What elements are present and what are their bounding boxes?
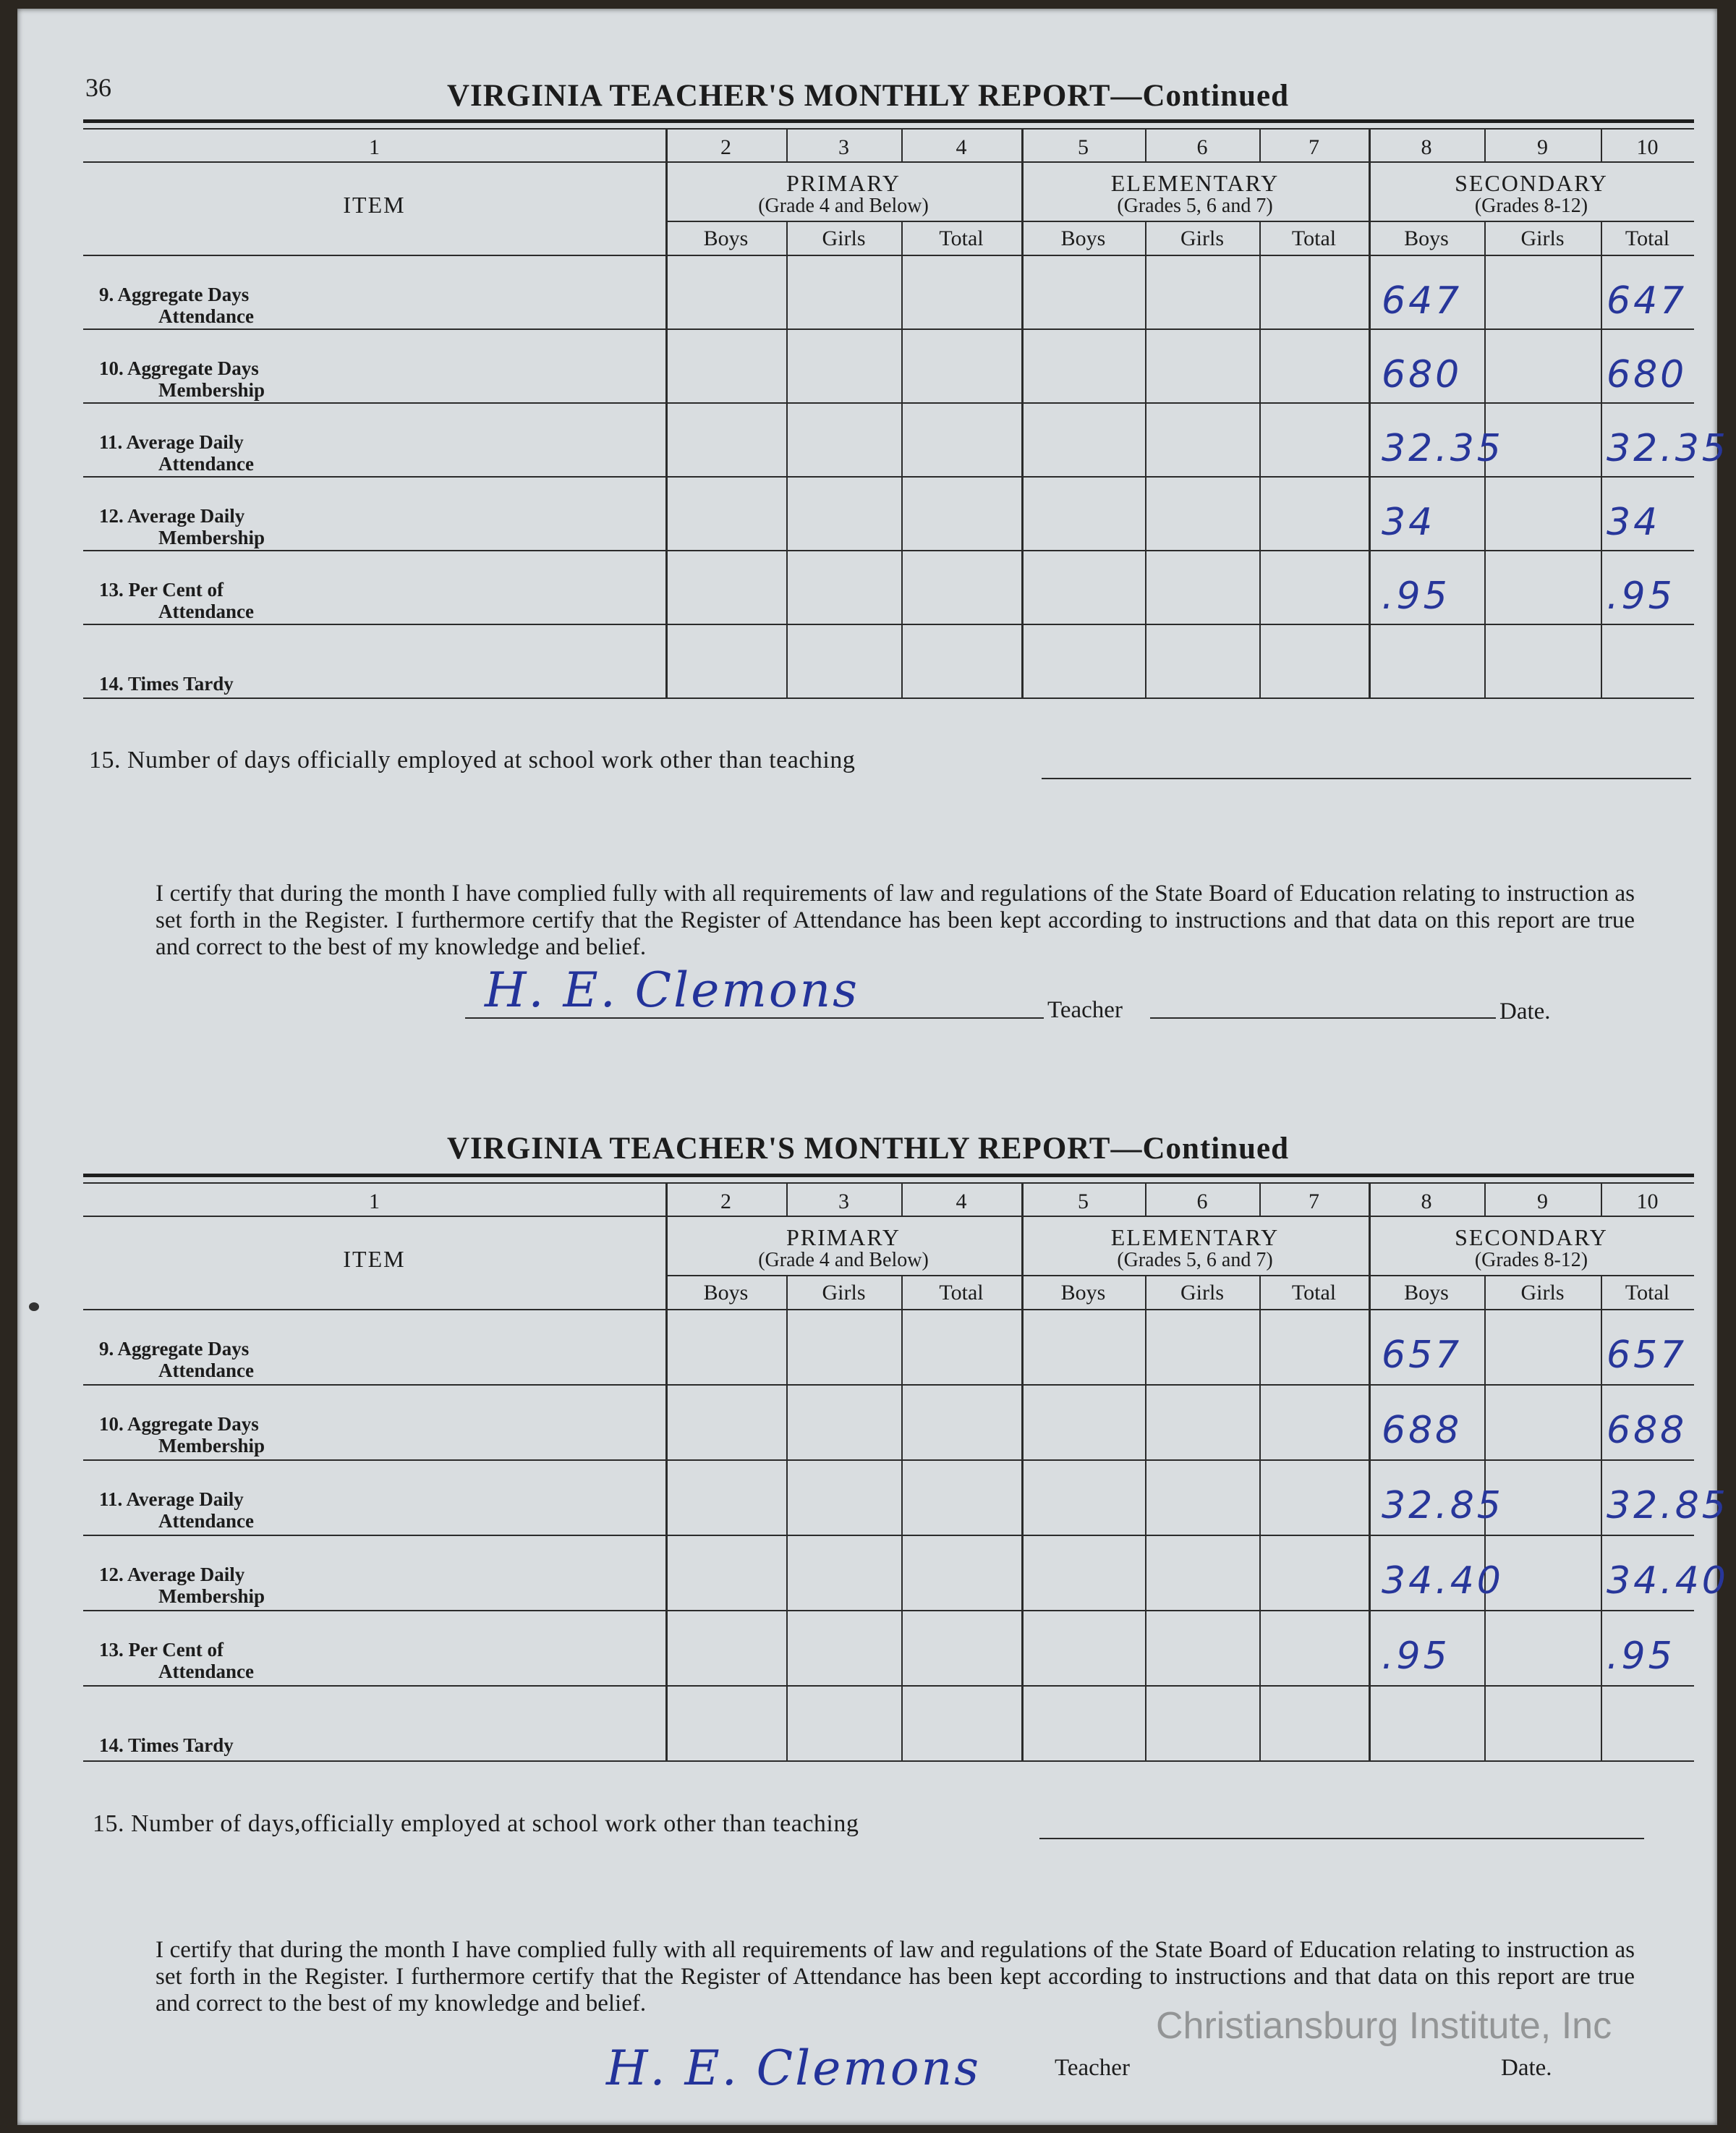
column-rule	[901, 221, 903, 697]
row-rule	[83, 1760, 1694, 1762]
row-label-line2: Attendance	[158, 1510, 254, 1532]
column-number-rule	[83, 1216, 1694, 1217]
column-number: 8	[1421, 1190, 1432, 1213]
row-label-line1: 12. Average Daily	[99, 505, 245, 527]
report-title: VIRGINIA TEACHER'S MONTHLY REPORT—Continued	[446, 79, 1290, 113]
teacher-signature: H. E. Clemons	[606, 2040, 982, 2096]
signature-line	[465, 1017, 1044, 1019]
report-title: VIRGINIA TEACHER'S MONTHLY REPORT—Continued	[446, 1132, 1290, 1166]
report-table	[83, 1174, 1729, 1768]
secondary-boys-value: 32.35	[1382, 427, 1504, 470]
column-number: 4	[956, 135, 967, 159]
row-rule	[83, 328, 1694, 330]
table-top-rule-inner	[83, 128, 1694, 130]
secondary-total-value: 647	[1607, 279, 1688, 323]
column-number: 10	[1636, 1190, 1659, 1213]
row-label	[99, 673, 234, 695]
group-name: ELEMENTARY	[1110, 1224, 1280, 1250]
secondary-total-value: 657	[1607, 1333, 1688, 1377]
sub-column-header: Boys	[1404, 226, 1449, 250]
row-label	[99, 284, 254, 327]
row-label-line1: 10. Aggregate Days	[99, 1413, 259, 1435]
row-label-line1: 13. Per Cent of	[99, 1639, 224, 1661]
certification-text: I certify that during the month I have complied fully with all requirements of law and regulations of the State Board of Education relating to instruction as set forth in the Register. I furthermore certify that the Register of Attendance has been kept according to instructions and that data on this report are true and correct to the best of my knowledge and belief.	[156, 1937, 1635, 2017]
group-header-secondary	[1369, 1226, 1694, 1272]
group-name: PRIMARY	[786, 1224, 901, 1250]
date-label: Date.	[1499, 998, 1551, 1025]
column-number: 4	[956, 1190, 967, 1213]
sub-column-header: Girls	[1520, 226, 1565, 250]
column-rule	[1259, 1275, 1261, 1760]
sub-column-header: Total	[939, 226, 984, 250]
row-label	[99, 1488, 254, 1532]
column-number: 6	[1196, 135, 1208, 159]
sub-column-header: Total	[1625, 226, 1670, 250]
column-rule	[1601, 221, 1602, 697]
row-label	[99, 357, 265, 401]
row-rule	[83, 1610, 1694, 1611]
secondary-boys-value: 657	[1382, 1333, 1463, 1377]
column-number: 5	[1078, 135, 1089, 159]
secondary-boys-value: 688	[1382, 1409, 1463, 1452]
column-number: 2	[720, 1190, 731, 1213]
item-15-label: 15. Number of days,officially employed at school work other than teaching	[93, 1810, 859, 1837]
secondary-total-value: 32.85	[1607, 1484, 1729, 1527]
row-label-line1: 11. Average Daily	[99, 431, 244, 453]
row-label-line1: 9. Aggregate Days	[99, 1338, 250, 1360]
secondary-total-value: .95	[1607, 574, 1675, 618]
row-label	[99, 1338, 254, 1381]
column-number: 7	[1309, 135, 1319, 159]
group-name: PRIMARY	[786, 170, 901, 196]
row-label-line2: Membership	[158, 527, 265, 548]
secondary-total-value: 34	[1607, 501, 1661, 544]
item-header: ITEM	[343, 192, 406, 218]
table-top-rule	[83, 1174, 1694, 1177]
group-subtitle: (Grades 8-12)	[1474, 195, 1588, 217]
sub-column-header: Boys	[703, 1281, 749, 1305]
secondary-boys-value: 647	[1382, 279, 1463, 323]
teacher-signature: H. E. Clemons	[485, 962, 860, 1018]
group-subtitle: (Grades 5, 6 and 7)	[1117, 1249, 1273, 1271]
watermark: Christiansburg Institute, Inc	[1156, 2005, 1612, 2047]
page-number: 36	[85, 73, 111, 102]
column-number: 8	[1421, 135, 1432, 159]
row-label-line2: Attendance	[158, 1661, 254, 1682]
sub-column-header: Total	[1291, 226, 1337, 250]
column-rule	[1145, 1275, 1146, 1760]
column-number: 9	[1537, 135, 1548, 159]
column-number: 3	[838, 1190, 849, 1213]
row-rule	[83, 1535, 1694, 1536]
date-line	[1150, 1017, 1496, 1019]
sub-column-header: Boys	[703, 226, 749, 250]
column-rule	[1259, 221, 1261, 697]
column-rule	[1145, 221, 1146, 697]
row-label-line2: Attendance	[158, 601, 254, 622]
table-top-rule	[83, 119, 1694, 123]
column-number: 1	[369, 1190, 380, 1213]
row-label	[99, 431, 254, 475]
row-rule	[83, 550, 1694, 551]
teacher-label: Teacher	[1055, 2055, 1130, 2081]
group-header-secondary	[1369, 171, 1694, 218]
teacher-label: Teacher	[1047, 997, 1123, 1023]
row-label-line2: Membership	[158, 1435, 265, 1456]
item-15-blank	[1042, 778, 1691, 779]
header-bottom-rule	[83, 255, 1694, 256]
row-label-line1: 13. Per Cent of	[99, 579, 224, 601]
sub-column-header: Boys	[1060, 226, 1106, 250]
row-label-line2: Attendance	[158, 453, 254, 475]
sub-column-header: Girls	[1520, 1281, 1565, 1305]
column-rule	[786, 1275, 788, 1760]
group-name: SECONDARY	[1455, 170, 1608, 196]
column-number: 9	[1537, 1190, 1548, 1213]
report-table	[83, 119, 1729, 705]
row-label	[99, 1639, 254, 1682]
table-top-rule-inner	[83, 1182, 1694, 1184]
secondary-total-value: 680	[1607, 353, 1688, 397]
secondary-total-value: 34.40	[1607, 1559, 1729, 1603]
sub-column-header: Total	[1625, 1281, 1670, 1305]
row-label-line1: 9. Aggregate Days	[99, 284, 250, 305]
item-header: ITEM	[343, 1246, 406, 1272]
row-rule	[83, 476, 1694, 478]
secondary-boys-value: 34	[1382, 501, 1436, 544]
column-number-rule	[83, 161, 1694, 163]
secondary-boys-value: 680	[1382, 353, 1463, 397]
sub-column-header: Total	[1291, 1281, 1337, 1305]
group-rule	[665, 221, 1694, 222]
row-label-line2: Membership	[158, 1585, 265, 1607]
row-label	[99, 1564, 265, 1607]
row-label-line1: 12. Average Daily	[99, 1564, 245, 1585]
column-number: 5	[1078, 1190, 1089, 1213]
row-label-line1: 14. Times Tardy	[99, 1734, 234, 1756]
sub-column-header: Girls	[1180, 1281, 1224, 1305]
group-subtitle: (Grade 4 and Below)	[758, 195, 929, 217]
secondary-boys-value: .95	[1382, 1634, 1450, 1678]
secondary-boys-value: .95	[1382, 574, 1450, 618]
secondary-total-value: .95	[1607, 1634, 1675, 1678]
row-rule	[83, 624, 1694, 625]
column-rule	[786, 221, 788, 697]
certification-text: I certify that during the month I have complied fully with all requirements of law and regulations of the State Board of Education relating to instruction as set forth in the Register. I furthermore certify that the Register of Attendance has been kept according to instructions and that data on this report are true and correct to the best of my knowledge and belief.	[156, 881, 1635, 960]
row-label-line2: Attendance	[158, 1360, 254, 1381]
sub-column-header: Boys	[1060, 1281, 1106, 1305]
row-label-line1: 10. Aggregate Days	[99, 357, 259, 379]
group-name: SECONDARY	[1455, 1224, 1608, 1250]
secondary-boys-value: 32.85	[1382, 1484, 1504, 1527]
row-label	[99, 579, 254, 622]
column-rule	[1601, 1275, 1602, 1760]
sub-column-header: Total	[939, 1281, 984, 1305]
sub-column-header: Boys	[1404, 1281, 1449, 1305]
group-subtitle: (Grades 8-12)	[1474, 1249, 1588, 1271]
column-rule	[901, 1275, 903, 1760]
row-label-line1: 11. Average Daily	[99, 1488, 244, 1510]
row-label	[99, 1413, 265, 1456]
group-rule	[665, 1275, 1694, 1276]
sub-column-header: Girls	[822, 1281, 866, 1305]
row-rule	[83, 402, 1694, 404]
column-number: 2	[720, 135, 731, 159]
row-label	[99, 505, 265, 548]
binding-hole-mark	[29, 1302, 39, 1311]
secondary-total-value: 32.35	[1607, 427, 1729, 470]
group-header-primary	[665, 171, 1021, 218]
row-rule	[83, 1685, 1694, 1687]
group-header-primary	[665, 1226, 1021, 1272]
item-15-blank	[1039, 1838, 1644, 1839]
row-label-line2: Membership	[158, 379, 265, 401]
row-label-line2: Attendance	[158, 305, 254, 327]
sub-column-header: Girls	[1180, 226, 1224, 250]
header-bottom-rule	[83, 1309, 1694, 1310]
secondary-boys-value: 34.40	[1382, 1559, 1504, 1603]
row-rule	[83, 697, 1694, 699]
group-subtitle: (Grade 4 and Below)	[758, 1249, 929, 1271]
column-number: 1	[369, 135, 380, 159]
column-number: 3	[838, 135, 849, 159]
group-name: ELEMENTARY	[1110, 170, 1280, 196]
column-number: 10	[1636, 135, 1659, 159]
group-header-elementary	[1021, 171, 1369, 218]
group-header-elementary	[1021, 1226, 1369, 1272]
sub-column-header: Girls	[822, 226, 866, 250]
group-subtitle: (Grades 5, 6 and 7)	[1117, 195, 1273, 217]
row-label	[99, 1734, 234, 1756]
secondary-total-value: 688	[1607, 1409, 1688, 1452]
item-15-label: 15. Number of days officially employed at school work other than teaching	[89, 747, 856, 773]
column-number: 6	[1196, 1190, 1208, 1213]
date-label: Date.	[1501, 2055, 1552, 2081]
row-rule	[83, 1459, 1694, 1461]
row-label-line1: 14. Times Tardy	[99, 673, 234, 695]
row-rule	[83, 1384, 1694, 1386]
column-number: 7	[1309, 1190, 1319, 1213]
